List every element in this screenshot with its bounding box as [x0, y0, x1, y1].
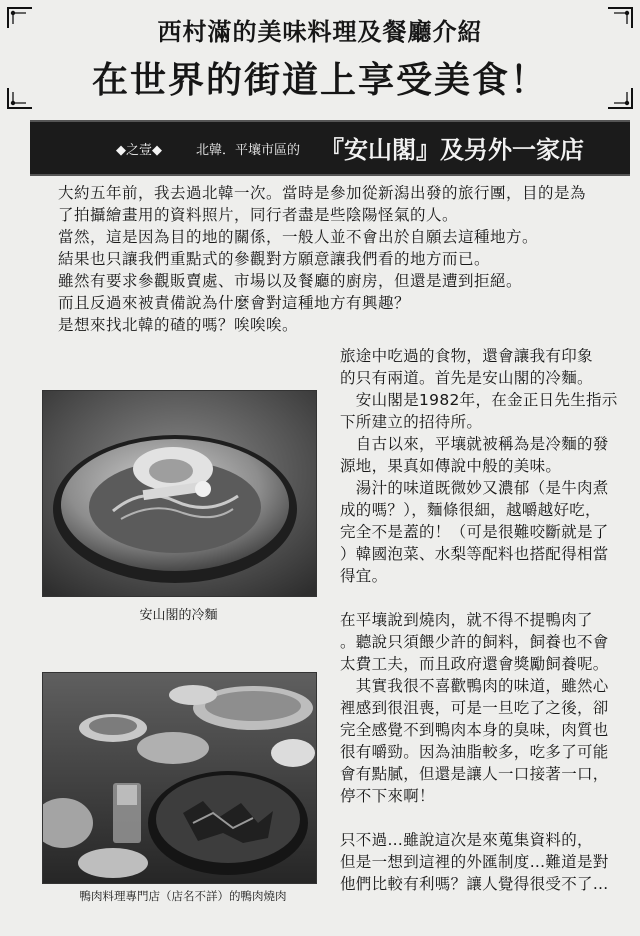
text-line: 得宜。 [340, 567, 388, 585]
page-subtitle: 西村滿的美味料理及餐廳介紹 [157, 18, 483, 46]
text-line: 完全不是蓋的！（可是很難咬斷就是了 [340, 523, 609, 541]
text-line: 他們比較有利嗎？讓人覺得很受不了… [340, 875, 609, 893]
text-line: 旅途中吃過的食物，還會讓我有印象 [340, 347, 593, 365]
duck-section [340, 609, 625, 807]
duck-photo-caption: 鴨肉料理專門店（店名不詳）的鴨肉燒肉 [79, 889, 287, 903]
text-line: 雖然有要求參觀販賣處、市場以及餐廳的廚房，但還是遭到拒絕。 [58, 272, 523, 290]
text-line: 裡感到很沮喪，可是一旦吃了之後，卻 [340, 699, 609, 717]
duck-bbq-photo [42, 672, 317, 884]
text-line: 其實我很不喜歡鴨肉的味道，雖然心 [340, 677, 609, 695]
text-line: 停不下來啊！ [340, 787, 435, 805]
section-banner [30, 120, 630, 176]
text-line: 自古以來，平壤就被稱為是冷麵的發 [340, 435, 609, 453]
section-region: 北韓．平壤市區的 [196, 143, 301, 158]
text-line: 湯汁的味道既微妙又濃郁（是牛肉煮 [340, 479, 609, 497]
text-line: 只不過…雖說這次是來蒐集資料的， [340, 831, 593, 849]
text-line: 成的嗎？），麵條很細，越嚼越好吃， [340, 501, 601, 519]
page-title: 在世界的街道上享受美食！ [91, 60, 548, 101]
text-line: 完全感覺不到鴨肉本身的臭味，肉質也 [340, 721, 609, 739]
text-line: 太費工夫，而且政府還會獎勵飼養呢。 [340, 655, 609, 673]
cold-noodle-section [340, 345, 625, 587]
section-number: ◆之壹◆ [116, 143, 162, 158]
text-line: 了拍攝繪畫用的資料照片，同行者盡是些陰陽怪氣的人。 [58, 206, 459, 224]
text-line: 。聽說只須餵少許的飼料，飼養也不會 [340, 633, 609, 651]
text-line: 源地，果真如傳說中般的美味。 [340, 457, 562, 475]
text-line: 安山閣是1982年，在金正日先生指示 [340, 391, 618, 409]
article-column [340, 345, 625, 895]
closing-section [340, 829, 625, 895]
text-line: ）韓國泡菜、水梨等配料也搭配得相當 [340, 545, 609, 563]
text-line: 大約五年前，我去過北韓一次。當時是參加從新潟出發的旅行團，目的是為 [58, 184, 587, 202]
text-line: 的只有兩道。首先是安山閣的冷麵。 [340, 369, 593, 387]
text-line: 是想來找北韓的碴的嗎？唉唉唉。 [58, 316, 299, 334]
text-line: 當然，這是因為目的地的關係，一般人並不會出於自願去這種地方。 [58, 228, 539, 246]
intro-paragraph [58, 182, 618, 336]
text-line: 而且反過來被責備說為什麼會對這種地方有興趣？ [58, 294, 411, 312]
text-line: 會有點膩，但還是讓人一口接著一口， [340, 765, 609, 783]
text-line: 結果也只讓我們重點式的參觀對方願意讓我們看的地方而已。 [58, 250, 491, 268]
cold-noodle-photo [42, 390, 317, 597]
text-line: 很有嚼勁。因為油脂較多，吃多了可能 [340, 743, 609, 761]
text-line: 在平壤說到燒肉，就不得不提鴨肉了 [340, 611, 593, 629]
text-line: 下所建立的招待所。 [340, 413, 483, 431]
text-line: 但是一想到這裡的外匯制度…難道是對 [340, 853, 609, 871]
noodle-photo-caption: 安山閣的冷麵 [139, 608, 218, 623]
section-title: 『安山閣』及另外一家店 [320, 136, 584, 164]
